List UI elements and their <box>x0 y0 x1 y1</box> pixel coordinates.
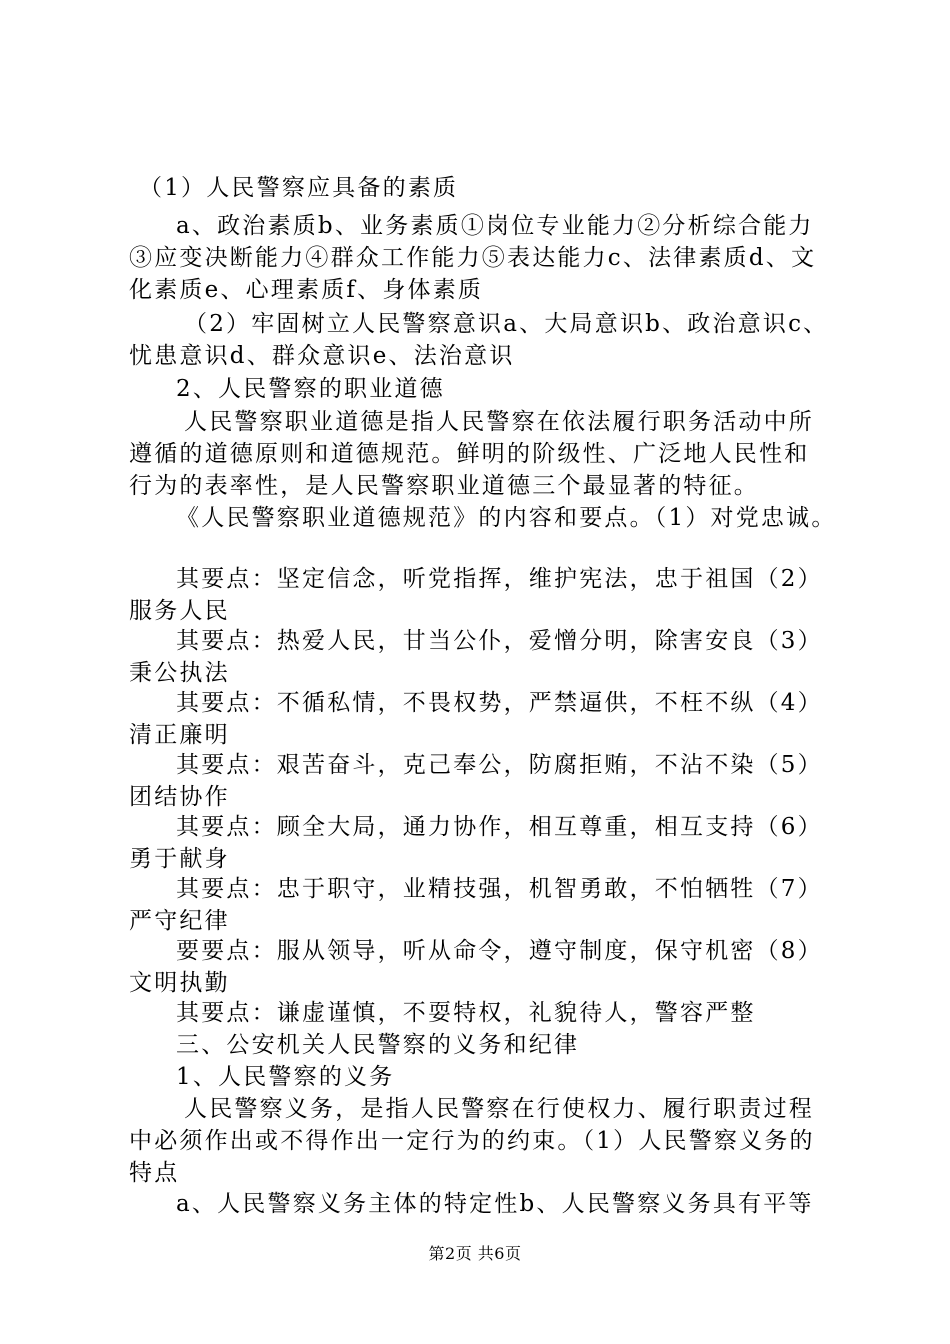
text-line: 遵循的道德原则和道德规范。鲜明的阶级性、广泛地人民性和 <box>129 441 810 467</box>
text-line: 其要点：谦虚谨慎，不耍特权，礼貌待人，警容严整 <box>176 1000 756 1026</box>
text-line: a、人民警察义务主体的特定性b、人民警察义务具有平等 <box>176 1191 814 1217</box>
text-line: 文明执勤 <box>129 970 230 996</box>
text-line: 要要点：服从领导，听从命令，遵守制度，保守机密（8） <box>176 938 823 964</box>
text-line: a、政治素质b、业务素质①岗位专业能力②分析综合能力 <box>176 213 814 239</box>
text-line: 秉公执法 <box>129 660 230 686</box>
text-line: 其要点：坚定信念，听党指挥，维护宪法，忠于祖国（2） <box>176 566 823 592</box>
section-heading: 1、人民警察的义务 <box>176 1064 395 1090</box>
section-heading: 三、公安机关人民警察的义务和纪律 <box>176 1032 580 1058</box>
page-footer: 第2页 共6页 <box>428 1244 522 1263</box>
text-line: 中必须作出或不得作出一定行为的约束。（1）人民警察义务的 <box>129 1128 815 1154</box>
text-line: 忧患意识d、群众意识e、法治意识 <box>129 343 515 369</box>
text-line: 特点 <box>129 1160 180 1186</box>
text-line: 其要点：艰苦奋斗，克己奉公，防腐拒贿，不沾不染（5） <box>176 752 823 778</box>
text-line: （1）人民警察应具备的素质 <box>139 175 459 201</box>
text-line: 其要点：顾全大局，通力协作，相互尊重，相互支持（6） <box>176 814 823 840</box>
text-line: 《人民警察职业道德规范》的内容和要点。（1）对党忠诚。 <box>176 505 837 531</box>
section-heading: 2、人民警察的职业道德 <box>176 376 445 402</box>
text-line: 严守纪律 <box>129 908 230 934</box>
text-line: （2）牢固树立人民警察意识a、大局意识b、政治意识c、 <box>184 311 829 337</box>
text-line: 勇于献身 <box>129 846 230 872</box>
text-line: 服务人民 <box>129 598 230 624</box>
text-line: 其要点：热爱人民，甘当公仆，爱憎分明，除害安良（3） <box>176 628 823 654</box>
text-line: 其要点：不循私情，不畏权势，严禁逼供，不枉不纵（4） <box>176 690 823 716</box>
text-line: 人民警察职业道德是指人民警察在依法履行职务活动中所 <box>184 409 814 435</box>
text-line: 化素质e、心理素质f、身体素质 <box>129 277 484 303</box>
text-line: 清正廉明 <box>129 722 230 748</box>
text-line: 团结协作 <box>129 784 230 810</box>
text-line: 人民警察义务，是指人民警察在行使权力、履行职责过程 <box>184 1096 814 1122</box>
text-line: 其要点：忠于职守，业精技强，机智勇敢，不怕牺牲（7） <box>176 876 823 902</box>
text-line: ③应变决断能力④群众工作能力⑤表达能力c、法律素质d、文 <box>129 245 817 271</box>
text-line: 行为的表率性，是人民警察职业道德三个最显著的特征。 <box>129 473 759 499</box>
